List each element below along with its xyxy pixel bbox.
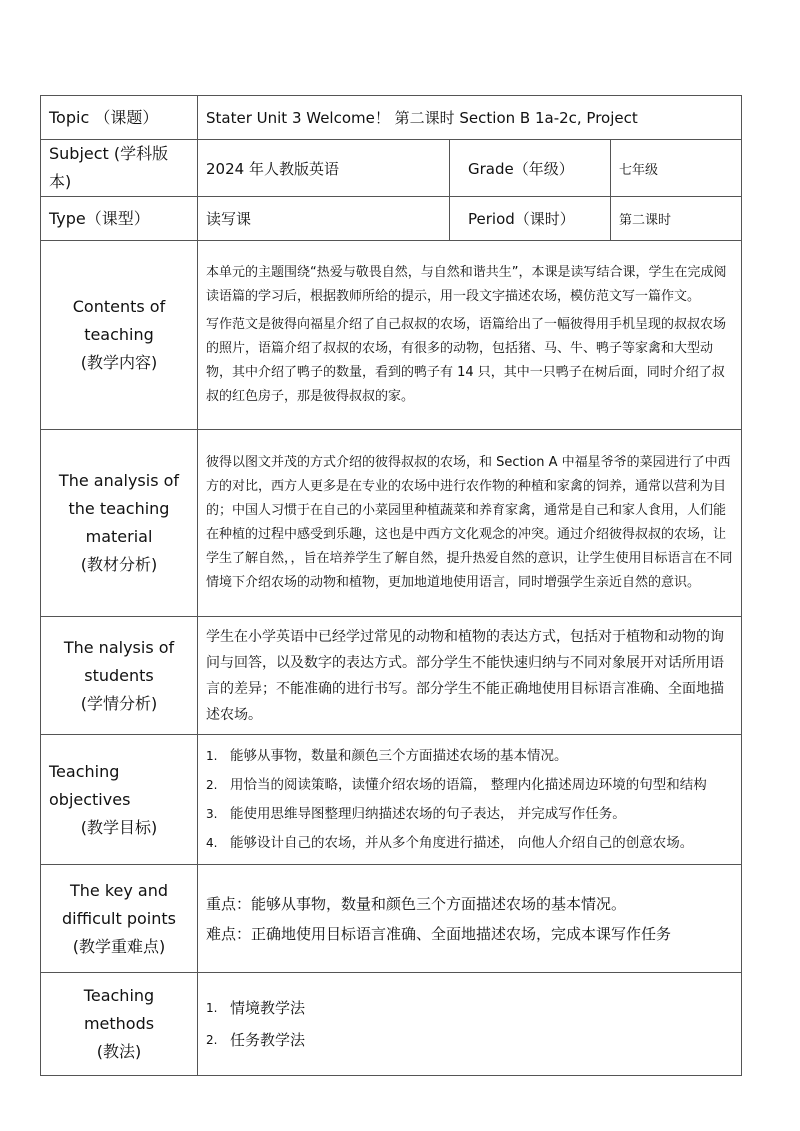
analysis-label-line: the teaching	[68, 499, 170, 518]
objectives-row	[41, 735, 742, 865]
objectives-label	[41, 735, 198, 865]
list-item	[206, 1024, 733, 1056]
item-text: 能使用思维导图整理归纳描述农场的句子表达， 并完成写作任务。	[230, 805, 626, 822]
key-points-label-line: difficult points	[62, 908, 176, 928]
students-label-line: (学情分析)	[80, 693, 158, 713]
students-paragraph: 学生在小学英语中已经学过常见的动物和植物的表达方式，包括对于植物和动物的询问与回答，以及数字的表达方式。部分学生不能快速归纳与不同对象展开对话所用语言的差异；不能准确的进行书写。部分学生不能正确地使用目标语言准确、全面地描述农场。	[206, 628, 724, 723]
contents-label	[41, 241, 198, 430]
item-number: 2.	[206, 777, 218, 792]
methods-row	[41, 973, 742, 1076]
contents-label-line: (教学内容)	[80, 353, 158, 372]
objectives-list	[206, 742, 733, 858]
list-item	[206, 829, 733, 858]
methods-value	[198, 973, 742, 1076]
contents-value	[198, 241, 742, 430]
analysis-label-line: The analysis of	[58, 471, 180, 490]
contents-label-line: teaching	[84, 325, 154, 344]
difficult-point-text: 难点：正确地使用目标语言准确、全面地描述农场，完成本课写作任务	[206, 924, 672, 943]
grade-label: Grade（年级）	[450, 140, 611, 197]
subject-row	[41, 140, 742, 197]
analysis-paragraph: 彼得以图文并茂的方式介绍的彼得叔叔的农场，和 Section A 中福星爷爷的菜园进行了中西方的对比，西方人更多是在专业的农场中进行农作物的种植和家禽的饲养，通常以营利为目的；中国人习惯于在自己的小菜园里种植蔬菜和养育家禽，通常是自己和家人食用，人们能在种植的过程中感受到乐趣，这也是中西方文化观念的冲突。通过介绍彼得叔叔的农场，让学生了解自然，，旨在培养学生了解自然，提升热爱自然的意识，让学生使用目标语言在不同情境下介绍农场的动物和植物，更加地道地使用语言，同时增强学生亲近自然的意识。	[206, 455, 733, 590]
key-points-label-line: The key and	[69, 880, 169, 900]
list-item	[206, 992, 733, 1024]
item-text: 能够设计自己的农场，并从多个角度进行描述， 向他人介绍自己的创意农场。	[230, 834, 694, 851]
students-label	[41, 617, 198, 735]
objectives-label-line: Teaching	[49, 761, 120, 781]
methods-label-line: (教法)	[96, 1042, 142, 1061]
key-points-label-line: (教学重难点)	[72, 936, 166, 956]
methods-label	[41, 973, 198, 1076]
item-text: 任务教学法	[230, 1031, 306, 1049]
contents-label-line: Contents of	[72, 297, 166, 316]
period-value: 第二课时	[611, 197, 742, 241]
type-value: 读写课	[198, 197, 450, 241]
subject-value: 2024 年人教版英语	[198, 140, 450, 197]
objectives-value	[198, 735, 742, 865]
lesson-plan-table	[40, 95, 742, 1076]
type-row	[41, 197, 742, 241]
period-label: Period（课时）	[450, 197, 611, 241]
key-points-row	[41, 865, 742, 973]
students-row	[41, 617, 742, 735]
key-point-text: 重点：能够从事物，数量和颜色三个方面描述农场的基本情况。	[206, 894, 627, 913]
methods-list	[206, 992, 733, 1056]
topic-value: Stater Unit 3 Welcome！ 第二课时 Section B 1a-2c, Project	[198, 96, 742, 140]
topic-row	[41, 96, 742, 140]
item-number: 4.	[206, 835, 218, 850]
students-label-line: The nalysis of	[63, 637, 175, 657]
contents-paragraph: 本单元的主题围绕“热爱与敬畏自然，与自然和谐共生”，本课是读写结合课，学生在完成阅读语篇的学习后，根据教师所给的提示，用一段文字描述农场，模仿范文写一篇作文。	[206, 265, 727, 304]
item-text: 情境教学法	[230, 999, 306, 1017]
methods-label-line: methods	[83, 1014, 155, 1033]
analysis-label	[41, 430, 198, 617]
key-points-label	[41, 865, 198, 973]
list-item	[206, 771, 733, 800]
item-number: 1.	[206, 1001, 218, 1015]
students-label-line: students	[84, 665, 154, 685]
item-number: 3.	[206, 806, 218, 821]
analysis-row	[41, 430, 742, 617]
contents-paragraph: 写作范文是彼得向福星介绍了自己叔叔的农场，语篇给出了一幅彼得用手机呈现的叔叔农场的照片，语篇介绍了叔叔的农场，有很多的动物，包括猪、马、牛、鸭子等家禽和大型动物，其中介绍了鸭子的数量，看到的鸭子有 14 只，其中一只鸭子在树后面，同时介绍了叔叔的红色房子，那是彼得叔叔的家。	[206, 317, 727, 404]
subject-label: Subject (学科版本)	[41, 140, 198, 197]
item-text: 能够从事物，数量和颜色三个方面描述农场的基本情况。	[230, 747, 568, 764]
contents-row	[41, 241, 742, 430]
analysis-label-line: material	[85, 527, 153, 546]
students-value	[198, 617, 742, 735]
objectives-label-line: objectives	[49, 789, 131, 809]
key-points-value	[198, 865, 742, 973]
grade-value: 七年级	[611, 140, 742, 197]
methods-label-line: Teaching	[83, 986, 155, 1005]
item-number: 2.	[206, 1033, 218, 1047]
item-text: 用恰当的阅读策略，读懂介绍农场的语篇， 整理内化描述周边环境的句型和结构	[230, 776, 707, 793]
analysis-label-line: (教材分析)	[80, 555, 158, 574]
type-label: Type（课型）	[41, 197, 198, 241]
list-item	[206, 800, 733, 829]
objectives-label-line: (教学目标)	[80, 817, 158, 837]
analysis-value	[198, 430, 742, 617]
topic-label: Topic （课题）	[41, 96, 198, 140]
item-number: 1.	[206, 748, 218, 763]
list-item	[206, 742, 733, 771]
